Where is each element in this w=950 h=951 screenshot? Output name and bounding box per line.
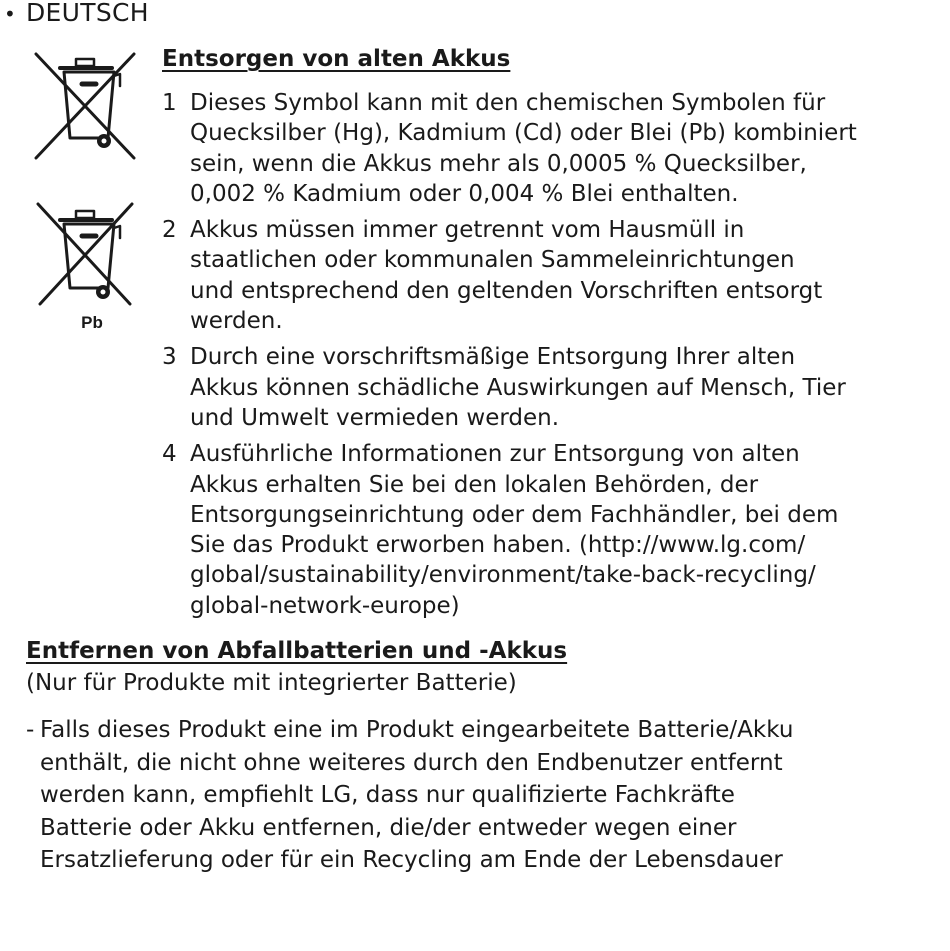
section-subtitle: (Nur für Produkte mit integrierter Batterie) <box>26 670 517 696</box>
item-text: Dieses Symbol kann mit den chemischen Symbolen für Quecksilber (Hg), Kadmium (Cd) oder Blei (Pb) kombiniert sein, wenn die Akkus mehr als 0,0005 % Quecksilber, 0,002 % Kadmium oder 0,004 % Blei enthalten. <box>190 90 857 207</box>
item-text: Ausführliche Informationen zur Entsorgung von alten Akkus erhalten Sie bei den lokalen Behörden, der Entsorgungseinrichtung oder dem Fachhändler, bei dem Sie das Produkt erworben haben. (http://www.lg.com/ global/sustainability/environment/take-back-recycling/ global-network-europe) <box>190 441 839 619</box>
item-number: 4 <box>162 441 177 468</box>
crossed-out-wheelie-bin-icon <box>30 46 140 162</box>
item-number: 2 <box>162 217 177 244</box>
language-label: DEUTSCH <box>26 0 149 27</box>
pb-label: Pb <box>81 313 103 332</box>
section-title-removal: Entfernen von Abfallbatterien und -Akkus <box>26 638 568 664</box>
list-item <box>162 215 902 336</box>
list-item <box>162 439 902 621</box>
section-title-batteries: Entsorgen von alten Akkus <box>162 46 511 72</box>
language-heading <box>4 0 149 31</box>
list-item <box>26 714 906 877</box>
item-number: 1 <box>162 90 177 116</box>
item-dash: - <box>26 717 35 743</box>
language-bullet: • <box>4 2 17 26</box>
list-item <box>162 342 902 433</box>
item-text: Durch eine vorschriftsmäßige Entsorgung Ihrer alten Akkus können schädliche Auswirkungen auf Mensch, Tier und Umwelt vermieden werden. <box>190 344 846 431</box>
numbered-list <box>162 88 902 621</box>
crossed-out-wheelie-bin-pb-icon <box>30 200 140 334</box>
list-item <box>162 88 902 209</box>
item-number: 3 <box>162 344 177 371</box>
item-text: Akkus müssen immer getrennt vom Hausmüll in staatlichen oder kommunalen Sammeleinrichtungen und entsprechend den geltenden Vorschriften entsorgt werden. <box>190 217 823 335</box>
item-text: Falls dieses Produkt eine im Produkt eingearbeitete Batterie/Akku enthält, die nicht ohne weiteres durch den Endbenutzer entfernt werden kann, empfiehlt LG, dass nur qualifizierte Fachkräfte Batterie oder Akku entfernen, die/der entweder wegen einer Ersatzlieferung oder für ein Recycling am Ende der Lebensdauer <box>40 717 794 873</box>
